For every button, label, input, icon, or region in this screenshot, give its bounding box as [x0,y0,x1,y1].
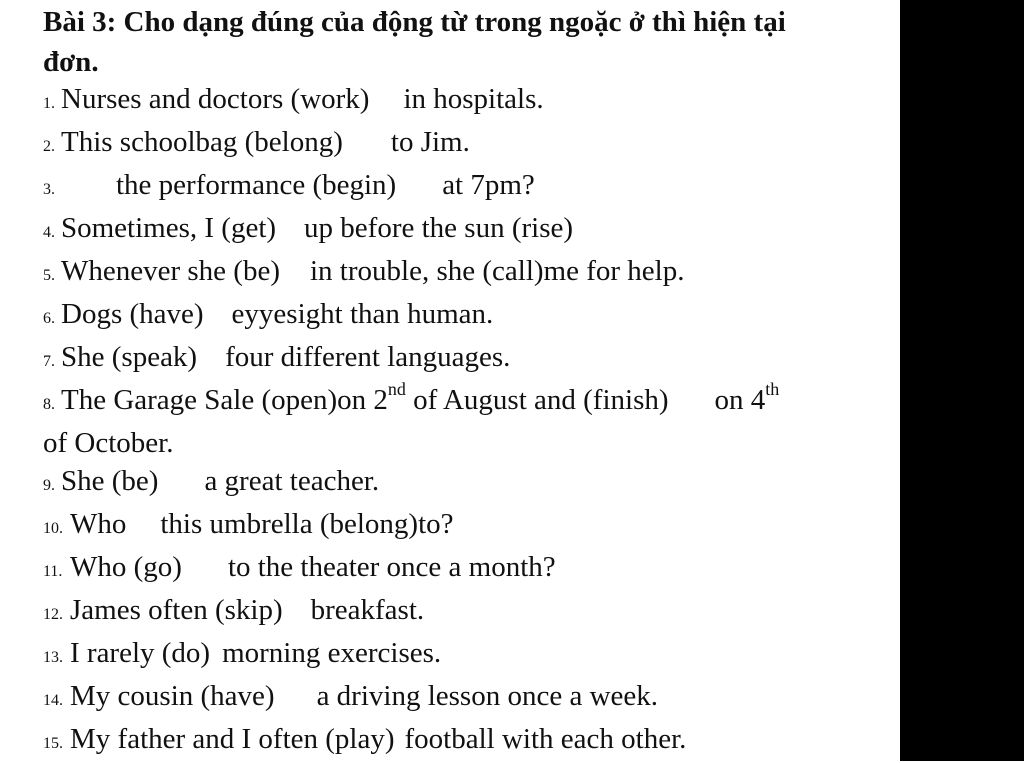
exercise-document [43,0,893,763]
item-text: I rarely (do) [70,637,211,669]
item-text: Whenever she (be) [61,255,280,287]
exercise-title [43,2,893,82]
title-line-2: đơn. [43,46,99,78]
list-item [43,295,893,338]
item-text: This schoolbag (belong) [61,126,343,158]
list-item [43,548,893,591]
item-number: 4. [43,224,55,241]
item-text-cont: of August and (finish) [405,384,669,416]
item-number: 7. [43,353,55,370]
item-text-after-blank: on 4 [714,384,766,416]
item-text-after-blank: in trouble, she (call)me for help. [310,255,685,287]
item-text-after-blank: this umbrella (belong)to? [160,508,454,540]
item-text-after-blank: to Jim. [390,126,470,158]
list-item [43,123,893,166]
item-number: 6. [43,310,55,327]
item-superscript: th [765,379,780,399]
item-number: 3. [43,181,55,198]
item-text-after-blank: football with each other. [404,723,687,755]
item-text-after-blank: four different languages. [225,341,511,373]
item-number: 11. [43,563,63,580]
list-item [43,338,893,381]
list-item [43,209,893,252]
item-text: Dogs (have) [61,298,204,330]
item-text: Who [70,508,127,540]
item-text-after-blank: breakfast. [310,594,425,626]
item-text: She (speak) [61,341,198,373]
item-text: James often (skip) [70,594,283,626]
item-text: Who (go) [70,551,182,583]
item-text: Nurses and doctors (work) [61,83,370,115]
list-item [43,634,893,677]
item-number: 14. [43,692,63,709]
list-item [43,677,893,720]
item-text-after-blank: a driving lesson once a week. [316,680,659,712]
item-text: The Garage Sale (open)on 2 [61,384,388,416]
item-text: She (be) [61,465,159,497]
item-number: 9. [43,477,55,494]
list-item [43,381,893,424]
item-number: 8. [43,396,55,413]
item-text-after-blank: at 7pm? [442,169,535,201]
item-text-after-blank: morning exercises. [222,637,442,669]
list-item [43,252,893,295]
list-item [43,505,893,548]
item-text-after-blank: eyyesight than human. [231,298,494,330]
item-text: the performance (begin) [116,169,397,201]
list-item [43,80,893,123]
item-text: Sometimes, I (get) [61,212,277,244]
item-number: 5. [43,267,55,284]
list-item [43,720,893,763]
item-text-after-blank: up before the sun (rise) [304,212,574,244]
item-text-after-blank: in hospitals. [403,83,544,115]
list-item [43,166,893,209]
item-number: 12. [43,606,63,623]
item-text: My cousin (have) [70,680,275,712]
item-number: 10. [43,520,63,537]
item-number: 2. [43,138,55,155]
title-line-1: Bài 3: Cho dạng đúng của động từ trong ngoặc ở thì hiện tại [43,6,786,38]
list-item [43,591,893,634]
item-text-after-blank: a great teacher. [204,465,380,497]
item-superscript: nd [387,379,406,399]
list-item [43,462,893,505]
item-text: My father and I often (play) [70,723,395,755]
list-item-continuation: of October. [43,427,174,459]
item-number: 15. [43,735,63,752]
item-number: 1. [43,95,55,112]
black-side-panel [900,0,1024,761]
item-text-after-blank: to the theater once a month? [227,551,556,583]
item-number: 13. [43,649,63,666]
